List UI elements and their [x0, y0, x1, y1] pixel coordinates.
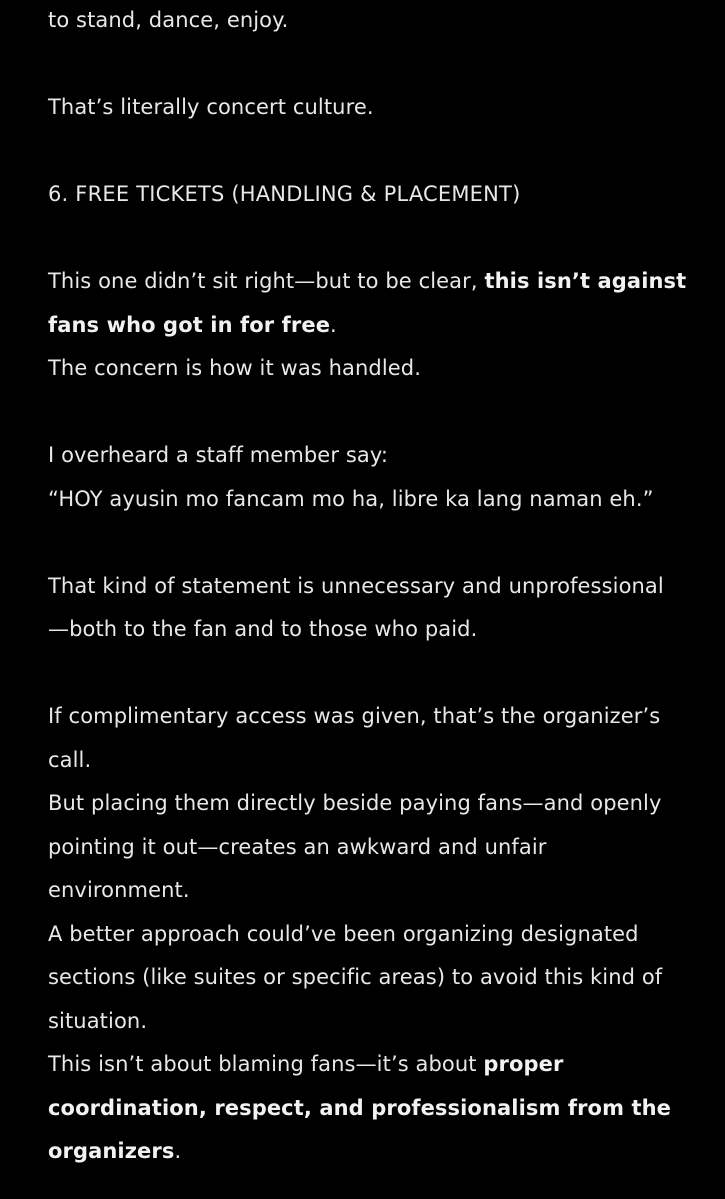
p1-bold-text: this isn’t against [484, 269, 687, 293]
paragraph-1-line-2 [48, 304, 688, 348]
paragraph-4-line-5: environment. [48, 878, 190, 902]
paragraph-4-line-11 [48, 1130, 688, 1174]
paragraph-4-line-7: sections (like suites or specific areas) to avoid this kind of [48, 965, 663, 989]
paragraph-1-line-3: The concern is how it was handled. [48, 356, 421, 380]
section-heading: 6. FREE TICKETS (HANDLING & PLACEMENT) [48, 182, 521, 206]
p4-bold-text-3: organizers [48, 1139, 175, 1163]
p4-bold-text-2: coordination, respect, and professionalism from the [48, 1095, 671, 1120]
paragraph-3-line-1: That kind of statement is unnecessary and unprofessional [48, 573, 664, 598]
paragraph-4-line-2: call. [48, 747, 92, 772]
note-body [48, 0, 688, 1174]
previous-line: to stand, dance, enjoy. [48, 8, 289, 32]
paragraph-2-line-1: I overheard a staff member say: [48, 443, 389, 467]
paragraph-4-line-8: situation. [48, 1008, 148, 1033]
p1-bold-text-2: fans who got in for free [48, 312, 331, 337]
p4-text: This isn’t about blaming fans—it’s about [48, 1052, 484, 1076]
p4-period: . [174, 1139, 182, 1163]
paragraph-4-line-4: pointing it out—creates an awkward and unfair [48, 834, 547, 859]
paragraph-culture: That’s literally concert culture. [48, 95, 374, 119]
paragraph-1-line-1 [48, 260, 688, 304]
p4-bold-text: proper [483, 1052, 564, 1076]
paragraph-4-line-6: A better approach could’ve been organizing designated [48, 921, 639, 946]
p1-period: . [330, 312, 337, 337]
paragraph-4-line-1: If complimentary access was given, that’s the organizer’s [48, 704, 661, 728]
paragraph-4-line-9 [48, 1043, 688, 1087]
paragraph-4-line-3: But placing them directly beside paying fans—and openly [48, 791, 662, 815]
paragraph-3-line-2: —both to the fan and to those who paid. [48, 617, 478, 641]
p1-text: This one didn’t sit right—but to be clear, [48, 269, 485, 293]
paragraph-2-quote: “HOY ayusin mo fancam mo ha, libre ka lang naman eh.” [48, 486, 654, 511]
paragraph-4-line-10 [48, 1087, 688, 1131]
